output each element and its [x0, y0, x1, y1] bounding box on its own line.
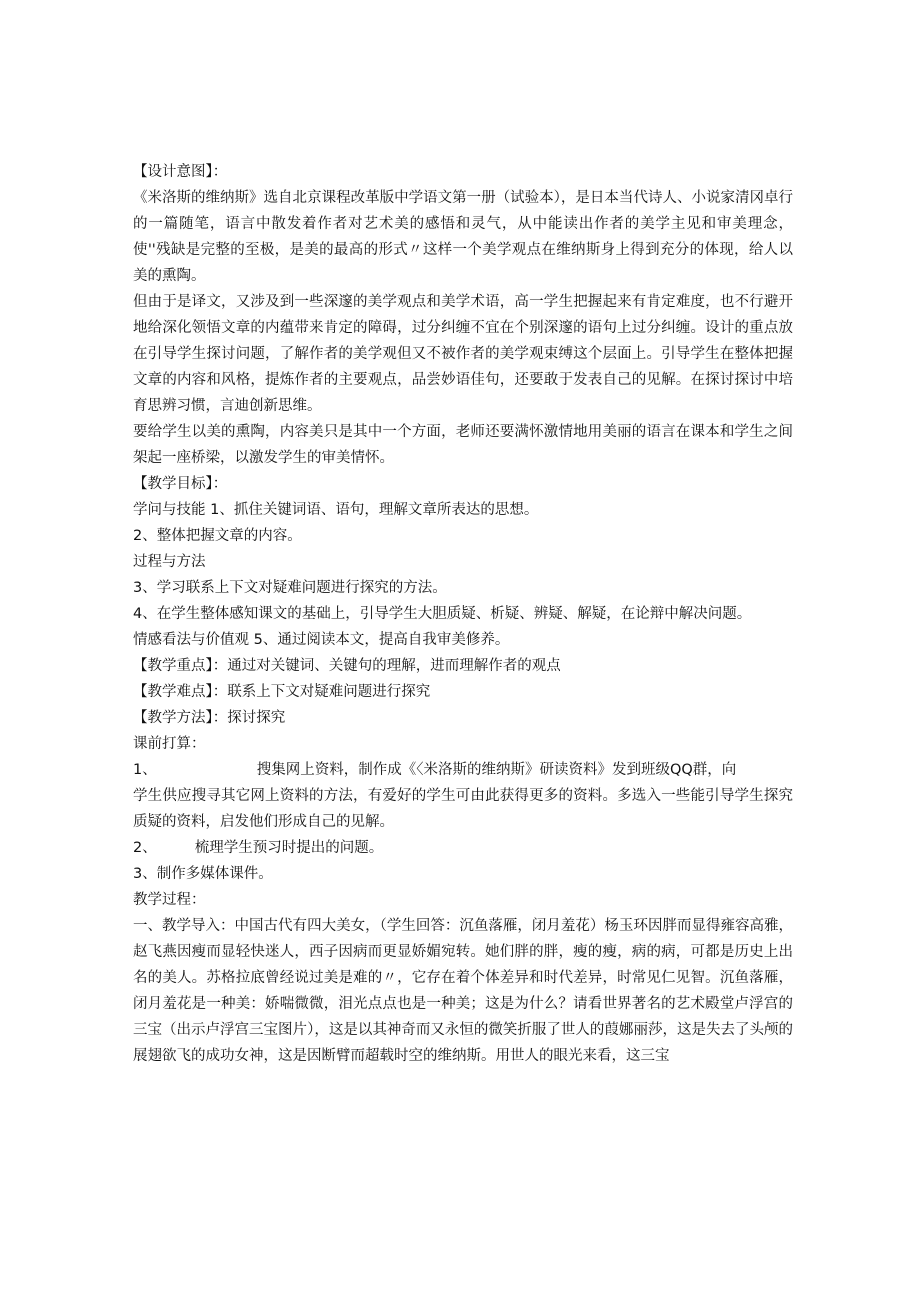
preparation-item-2: [133, 835, 793, 861]
preparation-item-1-continuation: 学生供应搜寻其它网上资料的方法，有爱好的学生可由此获得更多的资料。多选入一些能引导学生探究质疑的资料，启发他们形成自己的见解。: [133, 788, 793, 830]
preparation-item-3: 3、制作多媒体课件。: [133, 866, 273, 882]
key-points: 【教学重点】：通过对关键词、关键句的理解，进而理解作者的观点: [133, 658, 561, 674]
goal-item-1: 学问与技能 1、抓住关键词语、语句，理解文章所表达的思想。: [133, 502, 539, 518]
goal-item-5: 情感看法与价值观 5、通过阅读本文，提高自我审美修养。: [133, 632, 510, 648]
preparation-item-1-text: 搜集网上资料，制作成《〈米洛斯的维纳斯》研读资料》发到班级QQ群，向: [256, 762, 737, 778]
preparation-item-1: [133, 757, 793, 783]
goal-item-4: 4、在学生整体感知课文的基础上，引导学生大胆质疑、析疑、辨疑、解疑，在论辩中解决问题。: [133, 606, 752, 622]
preparation-item-2-text: 梳理学生预习时提出的问题。: [194, 840, 384, 856]
design-intent-heading: 【设计意图】：: [133, 164, 228, 180]
design-intent-paragraph-3: 要给学生以美的熏陶，内容美只是其中一个方面，老师还要满怀激情地用美丽的语言在课本和学生之间架起一座桥梁，以激发学生的审美情怀。: [133, 424, 793, 466]
teaching-process-heading: 教学过程：: [133, 892, 206, 908]
difficulties: 【教学难点】：联系上下文对疑难问题进行探究: [133, 684, 431, 700]
process-method-label: 过程与方法: [133, 554, 206, 570]
design-intent-paragraph-1: 《米洛斯的维纳斯》选自北京课程改革版中学语文第一册（试验本），是日本当代诗人、小说家清冈卓行的一篇随笔，语言中散发着作者对艺术美的感悟和灵气，从中能读出作者的美学主见和审美理念，使''残缺是完整的至极，是美的最高的形式〃这样一个美学观点在维纳斯身上得到充分的体现，给人以美的熏陶。: [133, 190, 793, 284]
preparation-heading: 课前打算：: [133, 736, 206, 752]
teaching-method: 【教学方法】：探讨探究: [133, 710, 286, 726]
goal-item-2: 2、整体把握文章的内容。: [133, 528, 302, 544]
preparation-item-1-number: 1、: [133, 762, 157, 778]
goal-item-3: 3、学习联系上下文对疑难问题进行探究的方法。: [133, 580, 447, 596]
teaching-goals-heading: 【教学目标】：: [133, 476, 228, 492]
design-intent-paragraph-2: 但由于是译文，又涉及到一些深邃的美学观点和美学术语，高一学生把握起来有肯定难度，也不行避开地给深化领悟文章的内蕴带来肯定的障碍，过分纠缠不宜在个别深邃的语句上过分纠缠。设计的重点放在引导学生探讨问题，了解作者的美学观但又不被作者的美学观束缚这个层面上。引导学生在整体把握文章的内容和风格，提炼作者的主要观点，品尝妙语佳句，还要敢于发表自己的见解。在探讨探讨中培育思辨习惯，言迪创新思维。: [133, 294, 793, 414]
preparation-item-2-number: 2、: [133, 840, 157, 856]
lesson-introduction: 一、教学导入：中国古代有四大美女，（学生回答：沉鱼落雁，闭月羞花）杨玉环因胖而显得雍容高雅，赵飞燕因瘦而显轻快迷人，西子因病而更显娇媚宛转。她们胖的胖，瘦的瘦，病的病，可都是历史上出名的美人。苏格拉底曾经说过美是难的〃，它存在着个体差异和时代差异，时常见仁见智。沉鱼落雁，闭月羞花是一种美：娇喘微微，泪光点点也是一种美；这是为什么？请看世界著名的艺术殿堂卢浮宫的三宝（出示卢浮宫三宝图片），这是以其神奇而又永恒的微笑折服了世人的葭娜丽莎，这是失去了头颅的展翅欲飞的成功女神，这是因断臂而超载时空的维纳斯。用世人的眼光来看，这三宝: [133, 918, 793, 1064]
document-body: [133, 159, 793, 1069]
